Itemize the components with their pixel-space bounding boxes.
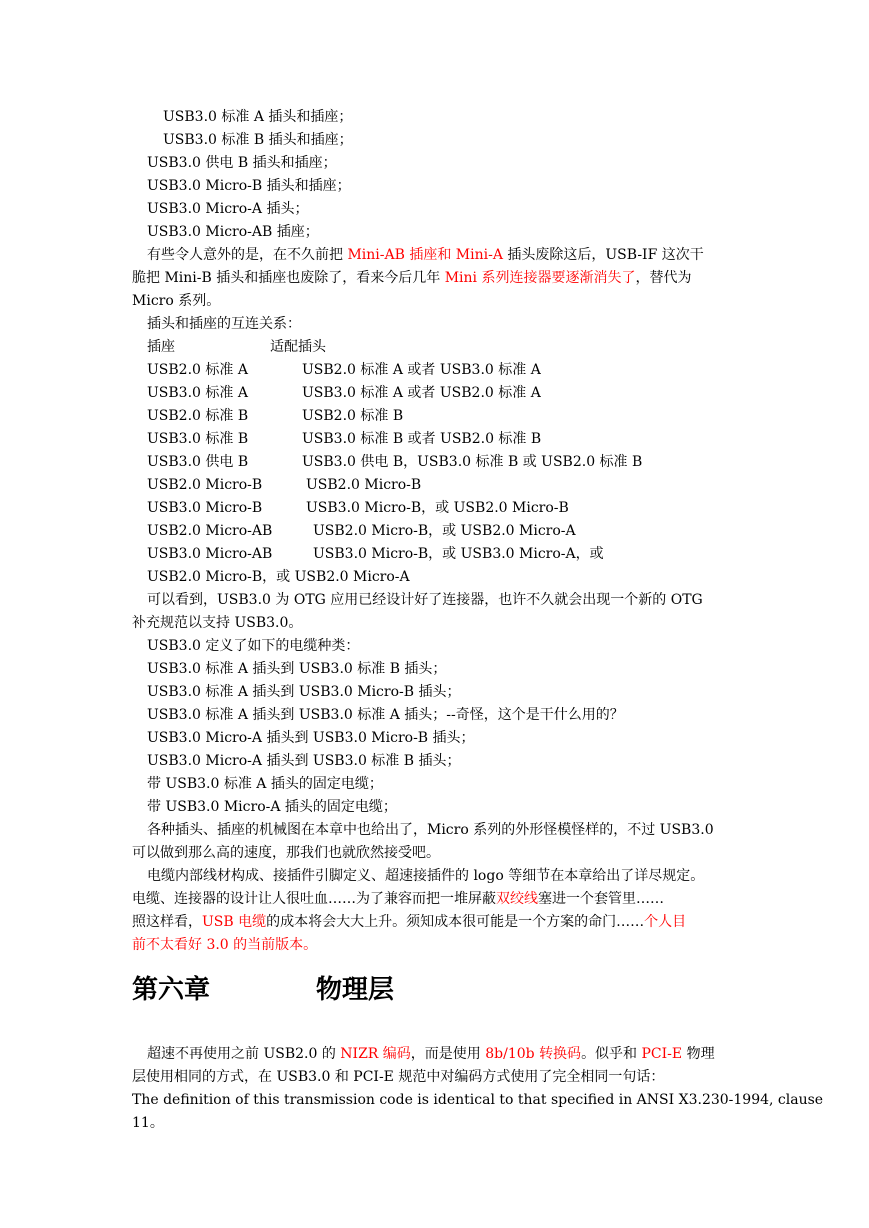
table-cell: USB3.0 供电 B，USB3.0 标准 B 或 USB2.0 标准 B — [302, 454, 643, 470]
paragraph-line: 可以看到，USB3.0 为 OTG 应用已经设计好了连接器，也许不久就会出现一个新的 OTG — [147, 592, 703, 608]
paragraph-line: 前不太看好 3.0 的当前版本。 — [132, 937, 318, 953]
highlight-text: PCI-E — [641, 1046, 683, 1062]
table-cell: USB3.0 标准 A 或者 USB2.0 标准 A — [302, 385, 541, 401]
table-cell: USB3.0 Micro-AB — [147, 546, 273, 562]
highlight-text: Mini 系列连接器要逐渐消失了 — [444, 270, 636, 286]
table-cell: USB2.0 标准 A — [147, 362, 248, 378]
list-item: USB3.0 标准 A 插头和插座； — [163, 109, 353, 125]
highlight-text: USB 电缆 — [202, 914, 267, 930]
list-item: USB3.0 供电 B 插头和插座； — [147, 155, 337, 171]
list-item: USB3.0 Micro-A 插头到 USB3.0 Micro-B 插头； — [147, 730, 475, 746]
chapter-heading — [132, 972, 395, 1008]
table-cell: USB3.0 Micro-B — [147, 500, 263, 516]
table-cell: USB3.0 Micro-B，或 USB2.0 Micro-B — [306, 500, 569, 516]
table-cell: USB2.0 标准 B — [302, 408, 404, 424]
highlight-text: Mini-AB 插座和 Mini-A — [347, 247, 503, 263]
chapter-number: 第六章 — [132, 975, 211, 1005]
list-item: USB3.0 标准 A 插头到 USB3.0 标准 B 插头； — [147, 661, 447, 677]
paragraph-line: 可以做到那么高的速度，那我们也就欣然接受吧。 — [132, 845, 440, 861]
table-cell: USB2.0 Micro-B，或 USB2.0 Micro-A — [147, 569, 410, 585]
paragraph-line: 超速不再使用之前 USB2.0 的 NIZR 编码，而是使用 8b/10b 转换码。似乎和 PCI-E 物理 — [147, 1046, 715, 1062]
table-cell: USB3.0 供电 B — [147, 454, 249, 470]
paragraph-line: The definition of this transmission code is identical to that specified in ANSI X3.230-1994, clause — [132, 1092, 824, 1108]
table-cell: USB2.0 标准 B — [147, 408, 249, 424]
list-item: USB3.0 标准 A 插头到 USB3.0 标准 A 插头；--奇怪，这个是干什么用的？ — [147, 707, 624, 723]
table-cell: USB3.0 标准 B — [147, 431, 249, 447]
table-cell: USB3.0 Micro-B，或 USB3.0 Micro-A，或 — [313, 546, 604, 562]
highlight-text: 8b/10b 转换码 — [485, 1046, 582, 1062]
table-cell: USB2.0 Micro-B — [306, 477, 422, 493]
paragraph-line: 照这样看，USB 电缆的成本将会大大上升。须知成本很可能是一个方案的命门……个人目 — [132, 914, 687, 930]
list-item: USB3.0 Micro-B 插头和插座； — [147, 178, 351, 194]
list-item: USB3.0 标准 A 插头到 USB3.0 Micro-B 插头； — [147, 684, 461, 700]
highlight-text: 个人目 — [644, 914, 687, 930]
list-item: 带 USB3.0 Micro-A 插头的固定电缆； — [147, 799, 397, 815]
highlight-text: NIZR 编码 — [340, 1046, 411, 1062]
list-item: USB3.0 Micro-AB 插座； — [147, 224, 319, 240]
table-header-socket: 插座 — [147, 339, 175, 355]
chapter-title: 物理层 — [316, 975, 395, 1005]
highlight-text: 双绞线 — [496, 891, 538, 907]
paragraph-line: 有些令人意外的是，在不久前把 Mini-AB 插座和 Mini-A 插头废除这后，USB-IF 这次干 — [147, 247, 704, 263]
table-cell: USB3.0 标准 B 或者 USB2.0 标准 B — [302, 431, 542, 447]
table-header-plug: 适配插头 — [270, 339, 326, 355]
table-cell: USB2.0 Micro-B，或 USB2.0 Micro-A — [313, 523, 576, 539]
section-label: USB3.0 定义了如下的电缆种类： — [147, 638, 360, 654]
section-label: 插头和插座的互连关系： — [147, 316, 301, 332]
table-cell: USB3.0 标准 A — [147, 385, 248, 401]
list-item: 带 USB3.0 标准 A 插头的固定电缆； — [147, 776, 383, 792]
paragraph-line: 层使用相同的方式，在 USB3.0 和 PCI-E 规范中对编码方式使用了完全相同一句话： — [132, 1069, 665, 1085]
paragraph-line: 补充规范以支持 USB3.0。 — [132, 615, 303, 631]
list-item: USB3.0 Micro-A 插头到 USB3.0 标准 B 插头； — [147, 753, 461, 769]
table-cell: USB2.0 Micro-AB — [147, 523, 273, 539]
paragraph-line: 电缆内部线材构成、接插件引脚定义、超速接插件的 logo 等细节在本章给出了详尽规定。 — [147, 868, 705, 884]
list-item: USB3.0 标准 B 插头和插座； — [163, 132, 353, 148]
paragraph-line: 11。 — [132, 1115, 164, 1131]
paragraph-line: 各种插头、插座的机械图在本章中也给出了，Micro 系列的外形怪模怪样的，不过 USB3.0 — [147, 822, 714, 838]
table-cell: USB2.0 标准 A 或者 USB3.0 标准 A — [302, 362, 541, 378]
list-item: USB3.0 Micro-A 插头； — [147, 201, 309, 217]
paragraph-line: Micro 系列。 — [132, 293, 221, 309]
paragraph-line: 脆把 Mini-B 插头和插座也废除了，看来今后几年 Mini 系列连接器要逐渐消失了，替代为 — [132, 270, 692, 286]
table-cell: USB2.0 Micro-B — [147, 477, 263, 493]
paragraph-line: 电缆、连接器的设计让人很吐血……为了兼容而把一堆屏蔽双绞线塞进一个套管里…… — [132, 891, 664, 907]
